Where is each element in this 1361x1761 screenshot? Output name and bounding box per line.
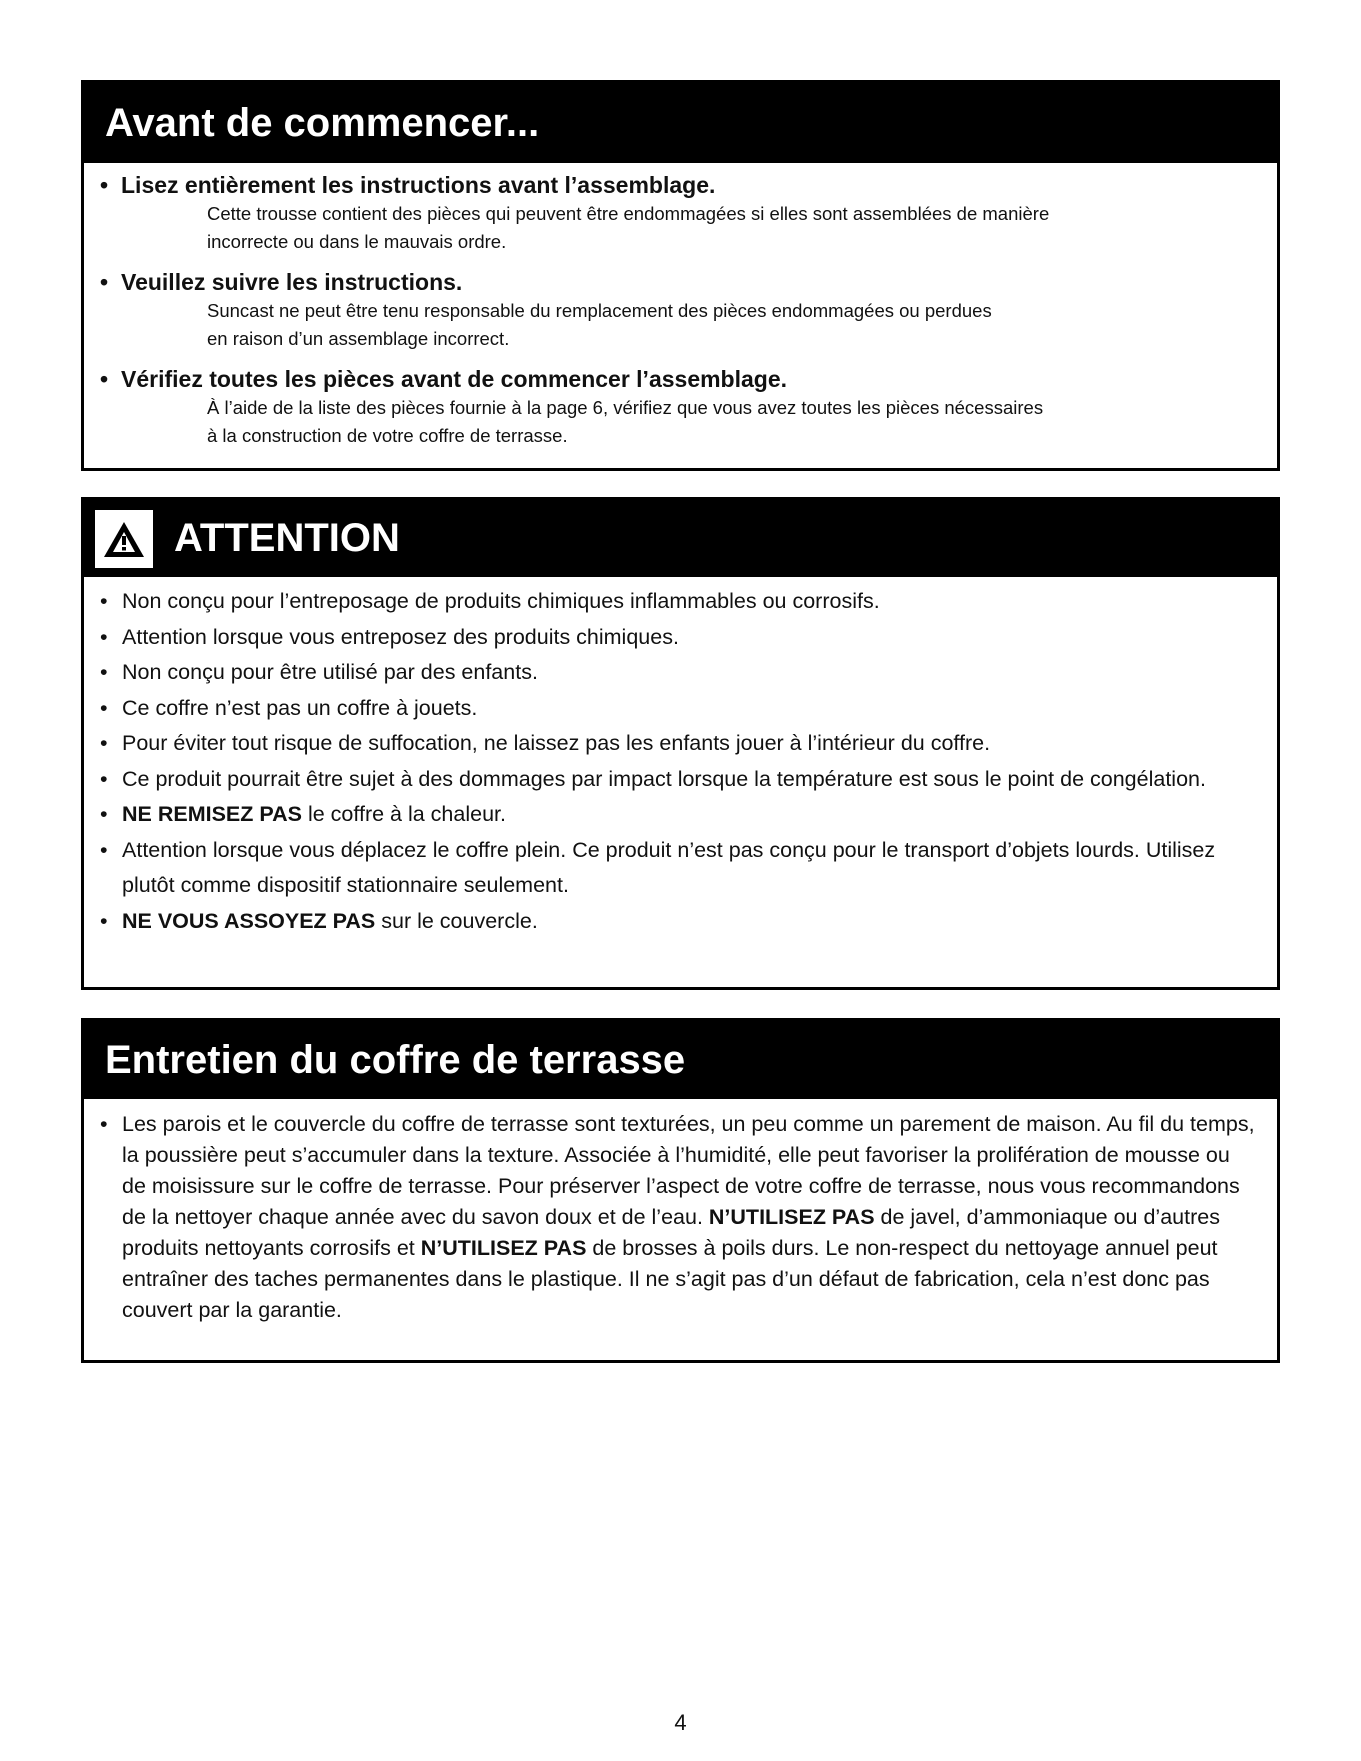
care-section	[81, 1018, 1280, 1363]
care-bold-warning: N’UTILISEZ PAS	[708, 1205, 875, 1229]
before-item-title: Veuillez suivre les instructions.	[121, 269, 463, 295]
attention-item	[84, 797, 1277, 833]
description-line: incorrecte ou dans le mauvais ordre.	[207, 231, 507, 252]
care-text: Les parois et le couvercle du coffre de terrasse sont texturées, un peu comme un parement de maison. Au fil du temps, la poussière peut s’accumuler dans la texture. Associée à l’humidité, elle peut favoriser la prolifération de mousse ou de moisissure sur le coffre de terrasse. Pour préserver l’aspect de votre coffre de terrasse, nous vous recommandons de la nettoyer chaque année avec du savon doux et de l’eau.	[122, 1112, 1255, 1229]
attention-item-text: Attention lorsque vous déplacez le coffre plein. Ce produit n’est pas conçu pour le transport d’objets lourds. Utilisez plutôt comme dispositif stationnaire seulement.	[122, 837, 1216, 897]
attention-item-text: sur le couvercle.	[375, 908, 538, 933]
care-heading: Entretien du coffre de terrasse	[84, 1021, 1277, 1099]
attention-item-text: Pour éviter tout risque de suffocation, ne laissez pas les enfants jouer à l’intérieur du coffre.	[122, 731, 991, 755]
bullet: •	[100, 695, 108, 720]
attention-list	[84, 584, 1277, 939]
before-items	[100, 170, 1277, 450]
bullet: •	[100, 802, 108, 826]
before-item-title: Vérifiez toutes les pièces avant de commencer l’assemblage.	[121, 366, 788, 392]
before-item	[100, 170, 1277, 256]
before-item	[100, 267, 1277, 353]
description-line: Suncast ne peut être tenu responsable du remplacement des pièces endommagées ou perdues	[207, 300, 992, 321]
attention-item	[84, 620, 1277, 656]
attention-header	[84, 500, 1277, 577]
attention-item-text: le coffre à la chaleur.	[302, 802, 506, 826]
bullet: •	[100, 269, 109, 295]
attention-item-text: Ce produit pourrait être sujet à des dommages par impact lorsque la température est sous le point de congélation.	[122, 766, 1206, 791]
attention-item-text: Non conçu pour être utilisé par des enfants.	[122, 660, 538, 684]
description-line: en raison d’un assemblage incorrect.	[207, 328, 510, 349]
care-paragraph	[84, 1109, 1277, 1326]
description-line: Cette trousse contient des pièces qui peuvent être endommagées si elles sont assemblées de manière	[207, 203, 1050, 224]
before-item-title: Lisez entièrement les instructions avant l’assemblage.	[121, 172, 716, 198]
before-you-begin-heading: Avant de commencer...	[84, 83, 1277, 163]
care-bold-warning: N’UTILISEZ PAS	[420, 1236, 587, 1260]
care-text: de javel, d’ammoniaque ou d’autres produits nettoyants corrosifs et	[122, 1205, 1220, 1260]
bullet: •	[100, 172, 109, 198]
before-you-begin-section	[81, 80, 1280, 471]
bullet: •	[100, 660, 108, 684]
bullet: •	[100, 366, 109, 392]
attention-item	[84, 904, 1277, 940]
bullet: •	[100, 589, 108, 613]
attention-item	[84, 584, 1277, 620]
before-item-description	[207, 394, 1277, 450]
before-item-description	[207, 297, 1277, 353]
care-text: de brosses à poils durs. Le non-respect du nettoyage annuel peut entraîner des taches permanentes dans le plastique. Il ne s’agit pas d’un défaut de fabrication, cela n’est donc pas couvert par la garantie.	[122, 1236, 1218, 1322]
attention-item	[84, 691, 1277, 727]
attention-item-text: Ce coffre n’est pas un coffre à jouets.	[122, 695, 478, 720]
attention-item	[84, 833, 1277, 904]
bullet: •	[100, 837, 108, 862]
attention-item-bold: NE VOUS ASSOYEZ PAS	[122, 908, 376, 933]
attention-item-bold: NE REMISEZ PAS	[122, 802, 302, 826]
attention-item-text: Attention lorsque vous entreposez des produits chimiques.	[122, 624, 679, 649]
before-item-description	[207, 200, 1277, 256]
attention-item	[84, 655, 1277, 691]
attention-item	[84, 726, 1277, 762]
attention-heading: ATTENTION	[174, 516, 400, 560]
attention-item	[84, 762, 1277, 798]
description-line: À l’aide de la liste des pièces fournie à la page 6, vérifiez que vous avez toutes les pièces nécessaires	[207, 397, 1044, 418]
bullet: •	[100, 1112, 108, 1136]
description-line: à la construction de votre coffre de terrasse.	[207, 425, 568, 446]
bullet: •	[100, 908, 108, 933]
attention-section	[81, 497, 1280, 990]
bullet: •	[100, 766, 108, 791]
before-item	[100, 364, 1277, 450]
bullet: •	[100, 624, 108, 649]
attention-item-text: Non conçu pour l’entreposage de produits chimiques inflammables ou corrosifs.	[122, 589, 880, 613]
bullet: •	[100, 731, 108, 755]
page-number: 4	[674, 1710, 687, 1735]
warning-triangle-icon	[95, 510, 153, 568]
